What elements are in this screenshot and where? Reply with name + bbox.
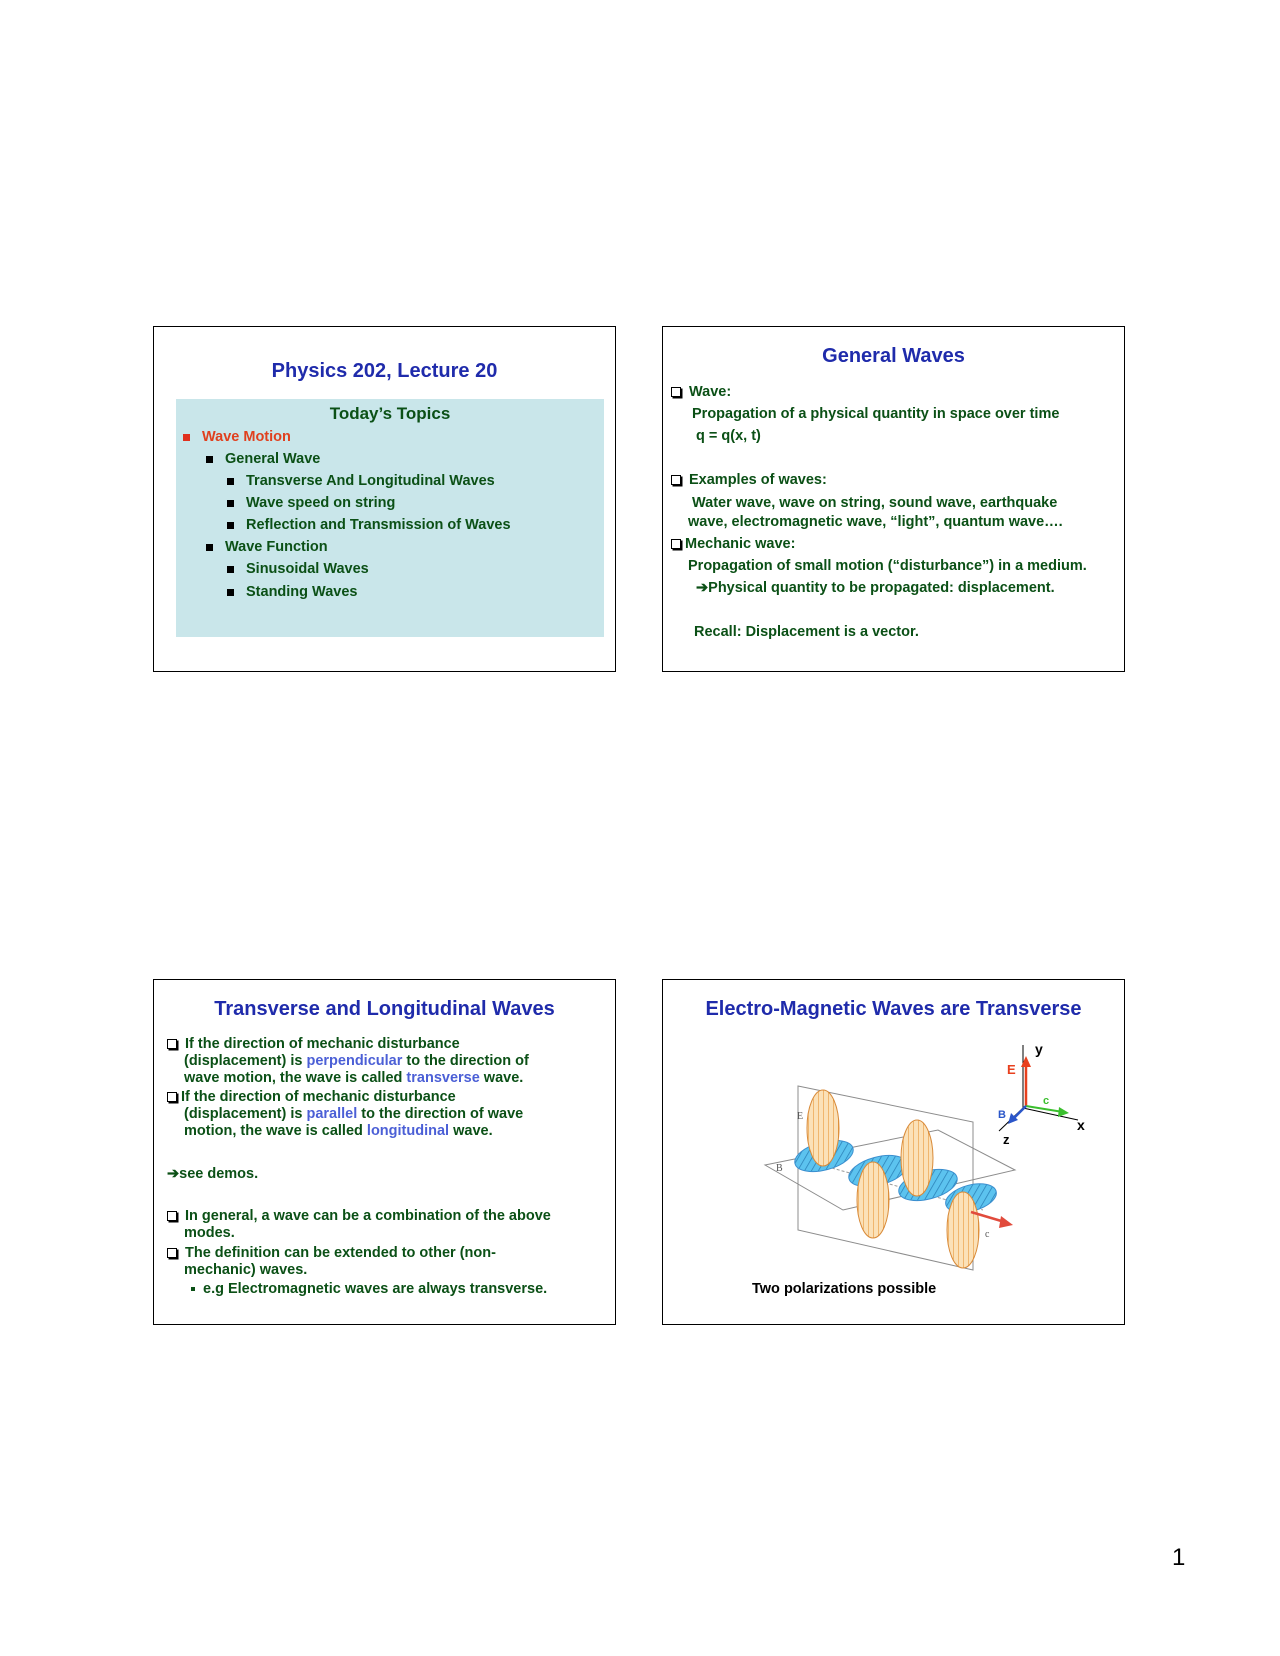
em-wave-figure	[663, 1040, 1126, 1300]
text: e.g Electromagnetic waves are always transverse.	[203, 1281, 548, 1297]
examples-line2: wave, electromagnetic wave, “light”, quantum wave….	[688, 514, 1063, 530]
mech-desc: Propagation of small motion (“disturbance”) in a medium.	[688, 558, 1087, 574]
para-definition	[167, 1245, 496, 1279]
text: (displacement) is	[184, 1106, 307, 1122]
text: to the direction of wave	[357, 1106, 524, 1122]
topic-item-wave-motion	[183, 429, 291, 446]
topic-label: Wave Function	[225, 539, 328, 555]
topic-label: Sinusoidal Waves	[246, 561, 369, 577]
text: If the direction of mechanic disturbance	[181, 1089, 456, 1105]
see-demos: ➔see demos.	[167, 1166, 259, 1182]
bullet-dot-icon	[191, 1287, 195, 1291]
term-perpendicular: perpendicular	[306, 1053, 403, 1069]
para-em-example	[191, 1281, 547, 1298]
examples-label	[671, 472, 827, 489]
bullet-square-icon	[227, 522, 234, 529]
wave-eq: q = q(x, t)	[696, 428, 761, 444]
topic-item-reflection	[227, 517, 511, 534]
bullet-square-icon	[206, 544, 213, 551]
examples-label-text: Examples of waves:	[689, 472, 827, 488]
bullet-square-icon	[227, 589, 234, 596]
bullet-square-icon	[183, 434, 190, 441]
text: mechanic) waves.	[184, 1262, 308, 1278]
checkbox-bullet-icon	[671, 475, 681, 485]
checkbox-bullet-icon	[671, 387, 681, 397]
bullet-square-icon	[206, 456, 213, 463]
para-combination	[167, 1208, 551, 1242]
text: motion, the wave is called	[184, 1123, 367, 1139]
text: In general, a wave can be a combination of the above	[185, 1208, 551, 1224]
figure-label-E: E	[797, 1111, 804, 1122]
bullet-square-icon	[227, 566, 234, 573]
page-number: 1	[1172, 1544, 1186, 1571]
text: wave.	[479, 1070, 524, 1086]
e-field-lobe	[901, 1120, 933, 1196]
axis-label-z: z	[1003, 1132, 1010, 1147]
wave-label-text: Wave:	[689, 384, 732, 400]
topic-label: General Wave	[225, 451, 321, 467]
topic-item-wave-speed	[227, 495, 395, 512]
examples-line1: Water wave, wave on string, sound wave, earthquake	[692, 495, 1058, 511]
topics-header: Today’s Topics	[329, 404, 451, 423]
mech-label-text: Mechanic wave:	[685, 536, 796, 552]
checkbox-bullet-icon	[671, 539, 681, 549]
text: If the direction of mechanic disturbance	[185, 1036, 460, 1052]
figure-label-c: c	[985, 1229, 990, 1240]
topic-label: Reflection and Transmission of Waves	[246, 517, 511, 533]
topic-item-wave-function	[206, 539, 328, 556]
axis-label-c: c	[1043, 1095, 1050, 1107]
checkbox-bullet-icon	[167, 1092, 177, 1102]
bullet-square-icon	[227, 478, 234, 485]
bullet-square-icon	[227, 500, 234, 507]
figure-label-B: B	[776, 1163, 783, 1174]
slide3-title: Transverse and Longitudinal Waves	[214, 998, 555, 1020]
slide2-title: General Waves	[822, 345, 965, 367]
axis-label-y: y	[1035, 1041, 1043, 1057]
e-field-lobe	[857, 1162, 889, 1238]
term-parallel: parallel	[306, 1106, 358, 1122]
slide-lecture-title	[153, 326, 616, 672]
term-longitudinal: longitudinal	[366, 1123, 450, 1139]
text: modes.	[184, 1225, 235, 1241]
topic-item-sinusoidal	[227, 561, 369, 578]
slide-em-waves	[662, 979, 1125, 1325]
slide1-title: Physics 202, Lecture 20	[271, 360, 498, 382]
mech-label	[671, 536, 795, 553]
text: The definition can be extended to other (non-	[185, 1245, 496, 1261]
recall-text: Recall: Displacement is a vector.	[694, 624, 919, 640]
topic-label: Wave Motion	[202, 429, 291, 445]
wave-label	[671, 384, 731, 401]
slide-general-waves	[662, 326, 1125, 672]
em-caption: Two polarizations possible	[752, 1281, 937, 1297]
topic-item-standing	[227, 584, 357, 601]
axis-label-x: x	[1077, 1117, 1085, 1133]
checkbox-bullet-icon	[167, 1039, 177, 1049]
mech-arrow: ➔Physical quantity to be propagated: displacement.	[696, 580, 1055, 596]
term-transverse: transverse	[406, 1070, 480, 1086]
text: wave motion, the wave is called	[184, 1070, 407, 1086]
text: wave.	[449, 1123, 493, 1139]
slide4-title: Electro-Magnetic Waves are Transverse	[705, 998, 1082, 1020]
axis-label-E: E	[1007, 1062, 1016, 1077]
para-perpendicular	[167, 1036, 529, 1087]
axis-label-B: B	[998, 1109, 1006, 1121]
topic-item-general-wave	[206, 451, 320, 468]
para-parallel	[167, 1089, 523, 1140]
topic-label: Standing Waves	[246, 584, 358, 600]
wave-desc: Propagation of a physical quantity in space over time	[692, 406, 1060, 422]
text: (displacement) is	[184, 1053, 307, 1069]
checkbox-bullet-icon	[167, 1248, 177, 1258]
checkbox-bullet-icon	[167, 1211, 177, 1221]
topics-box	[176, 399, 604, 637]
topic-label: Wave speed on string	[246, 495, 396, 511]
topic-item-transverse	[227, 473, 495, 490]
slide-transverse-longitudinal	[153, 979, 616, 1325]
e-field-lobe	[947, 1192, 979, 1268]
topic-label: Transverse And Longitudinal Waves	[246, 473, 495, 489]
e-field-lobe	[807, 1090, 839, 1166]
text: to the direction of	[402, 1053, 529, 1069]
